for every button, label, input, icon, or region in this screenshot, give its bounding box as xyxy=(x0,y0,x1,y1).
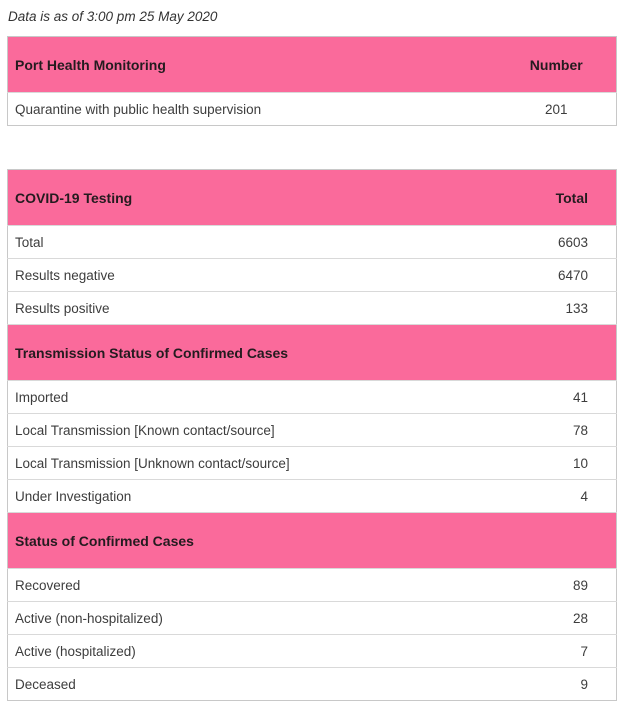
row-label: Quarantine with public health supervision xyxy=(8,93,497,126)
row-label: Results positive xyxy=(8,292,497,325)
table-row xyxy=(8,292,617,325)
row-value: 78 xyxy=(497,414,617,447)
table-row xyxy=(8,259,617,292)
row-value: 133 xyxy=(497,292,617,325)
table-row xyxy=(8,93,617,126)
port-health-header-title: Port Health Monitoring xyxy=(8,37,497,93)
status-confirmed-cases-section-header xyxy=(8,513,617,569)
table-row xyxy=(8,447,617,480)
row-label: Local Transmission [Known contact/source] xyxy=(8,414,497,447)
section-title: Transmission Status of Confirmed Cases xyxy=(8,325,617,381)
covid-testing-header-title: COVID-19 Testing xyxy=(8,170,497,226)
transmission-status-section-header xyxy=(8,325,617,381)
row-label: Active (non-hospitalized) xyxy=(8,602,497,635)
row-value: 6470 xyxy=(497,259,617,292)
covid-testing-table xyxy=(7,169,617,701)
data-as-of-note: Data is as of 3:00 pm 25 May 2020 xyxy=(8,9,218,24)
row-label: Local Transmission [Unknown contact/source] xyxy=(8,447,497,480)
table-row xyxy=(8,668,617,701)
table-row xyxy=(8,226,617,259)
row-label: Results negative xyxy=(8,259,497,292)
table-row xyxy=(8,602,617,635)
port-health-table-header xyxy=(8,37,617,93)
row-value: 6603 xyxy=(497,226,617,259)
table-row xyxy=(8,381,617,414)
row-value: 201 xyxy=(497,93,617,126)
row-value: 41 xyxy=(497,381,617,414)
section-title: Status of Confirmed Cases xyxy=(8,513,617,569)
row-value: 9 xyxy=(497,668,617,701)
row-label: Imported xyxy=(8,381,497,414)
row-value: 28 xyxy=(497,602,617,635)
row-value: 7 xyxy=(497,635,617,668)
covid-testing-header-total-label: Total xyxy=(497,170,617,226)
row-label: Total xyxy=(8,226,497,259)
row-label: Active (hospitalized) xyxy=(8,635,497,668)
table-row xyxy=(8,414,617,447)
row-label: Deceased xyxy=(8,668,497,701)
row-label: Recovered xyxy=(8,569,497,602)
table-row xyxy=(8,480,617,513)
table-row xyxy=(8,569,617,602)
port-health-header-number-label: Number xyxy=(497,37,617,93)
row-value: 10 xyxy=(497,447,617,480)
port-health-monitoring-table xyxy=(7,36,617,126)
row-value: 4 xyxy=(497,480,617,513)
table-row xyxy=(8,635,617,668)
covid-testing-table-header xyxy=(8,170,617,226)
row-label: Under Investigation xyxy=(8,480,497,513)
row-value: 89 xyxy=(497,569,617,602)
